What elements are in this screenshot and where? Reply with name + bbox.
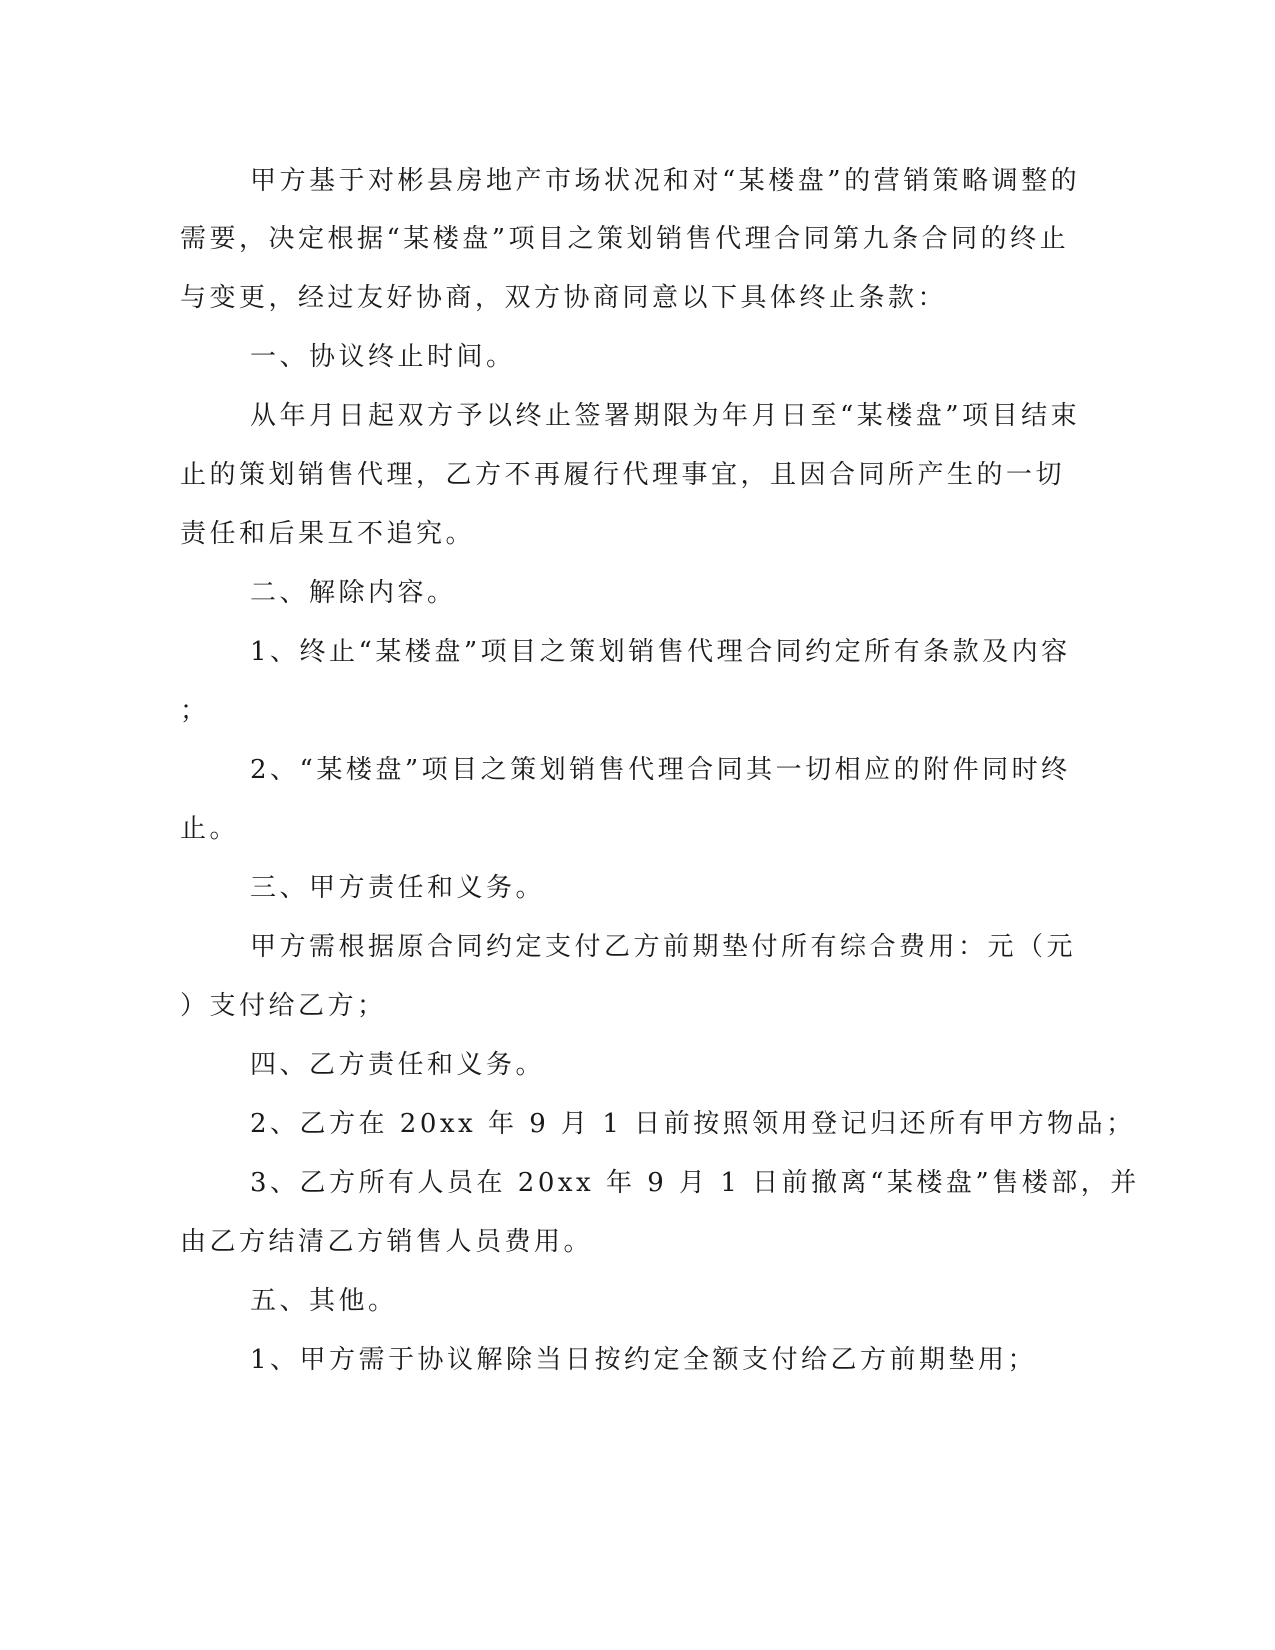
paragraph-line: 甲方需根据原合同约定支付乙方前期垫付所有综合费用：元（元 — [250, 932, 1077, 962]
paragraph-line: 由乙方结清乙方销售人员费用。 — [180, 1227, 594, 1257]
section-heading: 四、乙方责任和义务。 — [250, 1050, 546, 1080]
paragraph-line: 责任和后果互不追究。 — [180, 519, 476, 549]
paragraph-line: 与变更，经过友好协商，双方协商同意以下具体终止条款： — [180, 283, 948, 313]
paragraph-line: 3、乙方所有人员在 20xx 年 9 月 1 日前撤离“某楼盘”售楼部，并 — [250, 1168, 1140, 1198]
paragraph-line: 1、甲方需于协议解除当日按约定全额支付给乙方前期垫用； — [250, 1345, 1038, 1375]
paragraph-line: 2、“某楼盘”项目之策划销售代理合同其一切相应的附件同时终 — [250, 755, 1071, 785]
section-heading: 三、甲方责任和义务。 — [250, 873, 546, 903]
section-heading: 一、协议终止时间。 — [250, 342, 516, 372]
paragraph-line: 止。 — [180, 814, 240, 844]
paragraph-line: 甲方基于对彬县房地产市场状况和对“某楼盘”的营销策略调整的 — [250, 166, 1081, 196]
section-heading: 二、解除内容。 — [250, 578, 457, 608]
paragraph-line: ）支付给乙方； — [180, 991, 387, 1021]
paragraph-line: 2、乙方在 20xx 年 9 月 1 日前按照领用登记归还所有甲方物品； — [250, 1109, 1136, 1139]
paragraph-line: ； — [180, 696, 210, 726]
paragraph-line: 需要，决定根据“某楼盘”项目之策划销售代理合同第九条合同的终止 — [180, 224, 1070, 254]
paragraph-line: 止的策划销售代理，乙方不再履行代理事宜，且因合同所产生的一切 — [180, 460, 1066, 490]
paragraph-line: 从年月日起双方予以终止签署期限为年月日至“某楼盘”项目结束 — [250, 401, 1081, 431]
section-heading: 五、其他。 — [250, 1286, 398, 1316]
paragraph-line: 1、终止“某楼盘”项目之策划销售代理合同约定所有条款及内容 — [250, 637, 1071, 667]
